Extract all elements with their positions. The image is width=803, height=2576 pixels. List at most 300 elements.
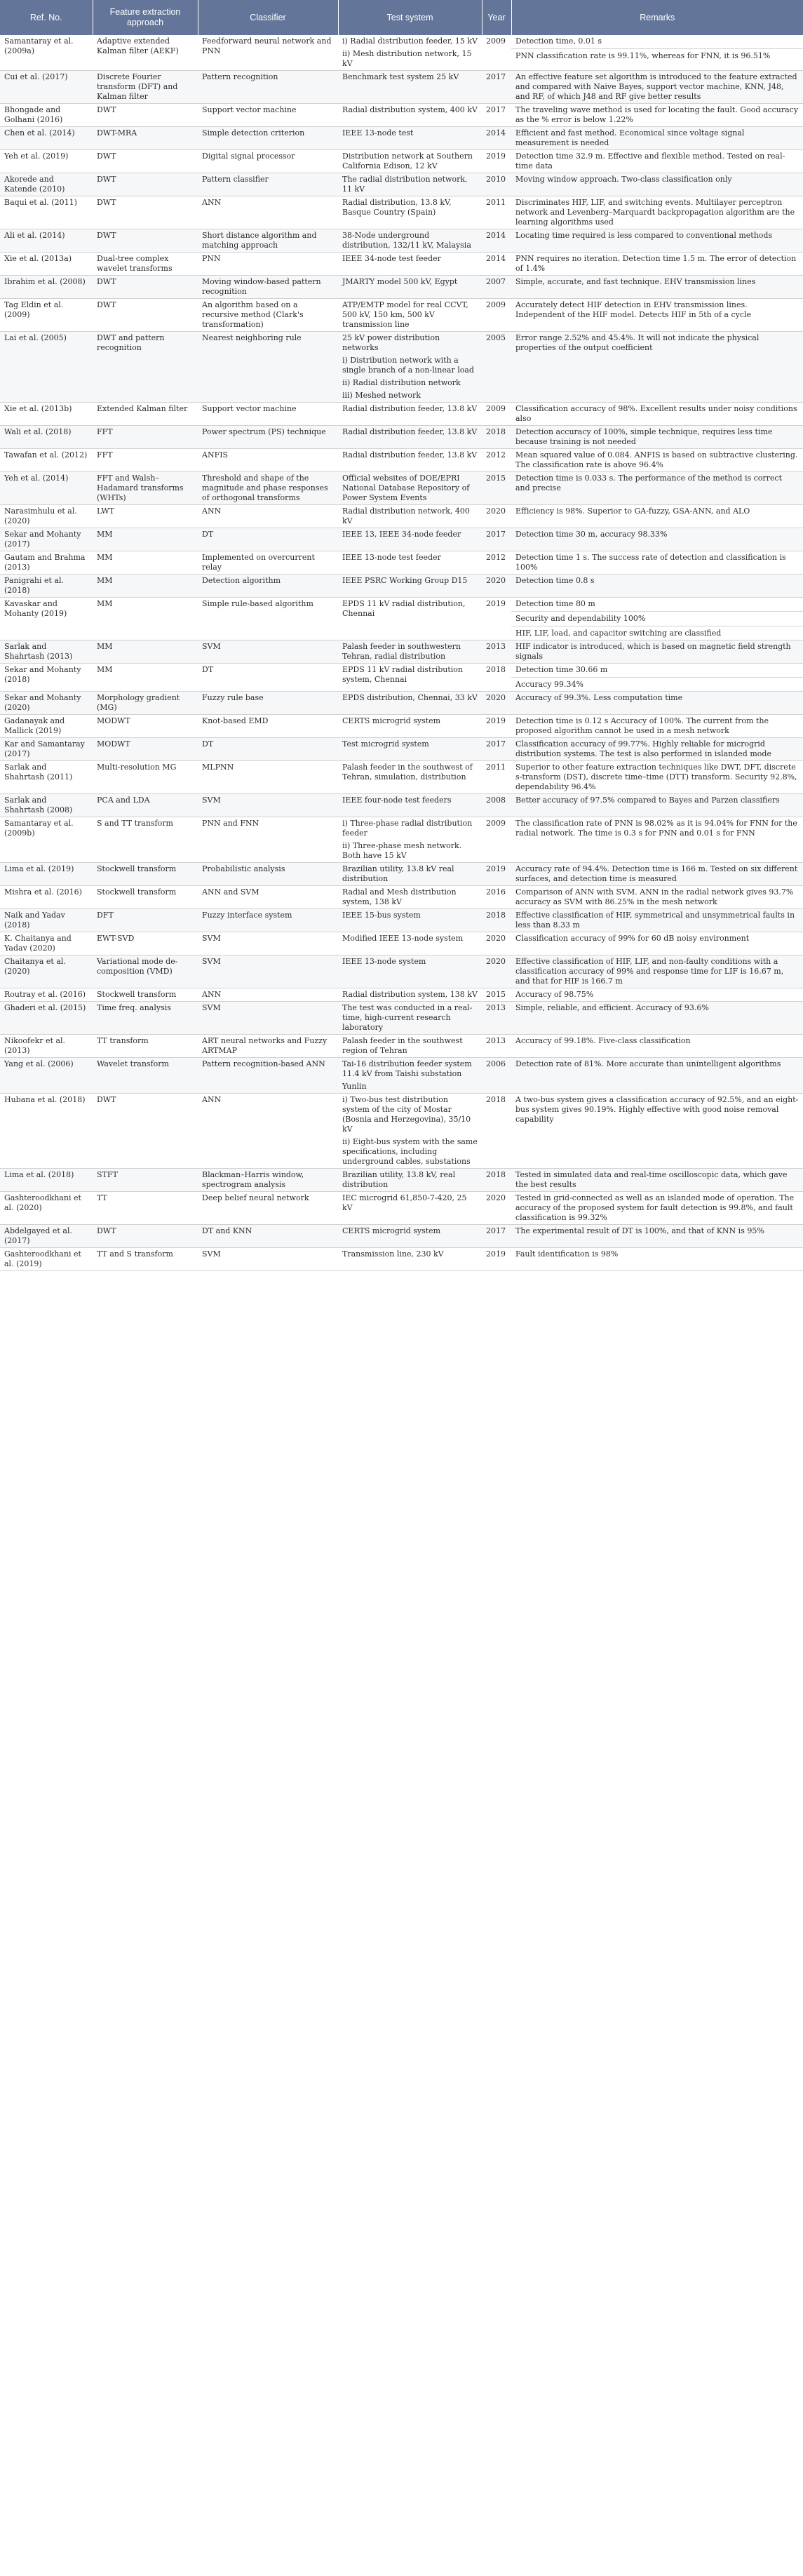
cell-remarks-line: Classification accuracy of 99.77%. Highly reliable for microgrid distribution systems. The test is also performed in islanded mode bbox=[515, 739, 771, 758]
table-header bbox=[0, 0, 803, 35]
cell-feature: DFT bbox=[93, 909, 198, 932]
cell-remarks-line: An effective feature set algorithm is introduced to the feature extracted and compared with Naive Bayes, support vector machine, KNN, J48, and RF, of which J48 and RF give better results bbox=[515, 72, 797, 101]
cell-test-system-line: Radial distribution system, 400 kV bbox=[342, 105, 478, 114]
cell-feature: Wavelet transform bbox=[93, 1058, 198, 1094]
table-row bbox=[0, 1094, 803, 1169]
cell-remarks-line: Classification accuracy of 98%. Excellent results under noisy conditions also bbox=[515, 404, 797, 423]
cell-classifier: Pattern recognition-based ANN bbox=[198, 1058, 338, 1094]
cell-test-system-line: IEEE 13-node system bbox=[342, 957, 426, 966]
cell-test-system bbox=[338, 863, 482, 886]
cell-feature: Stockwell transform bbox=[93, 863, 198, 886]
cell-feature: Multi-resolution MG bbox=[93, 761, 198, 794]
cell-year: 2019 bbox=[482, 1248, 511, 1271]
cell-remarks-line: Superior to other feature extraction techniques like DWT, DFT, discrete s-transform (DST), discrete time–time (DTT) transform. Security 92.8%, dependability 96.4% bbox=[515, 763, 797, 791]
cell-test-system bbox=[338, 1192, 482, 1225]
cell-remarks bbox=[511, 1002, 803, 1035]
cell-remarks bbox=[511, 738, 803, 761]
cell-classifier: SVM bbox=[198, 640, 338, 664]
cell-feature: TT and S transform bbox=[93, 1248, 198, 1271]
cell-year: 2020 bbox=[482, 1192, 511, 1225]
column-header-test-system: Test system bbox=[338, 0, 482, 35]
cell-remarks bbox=[511, 104, 803, 127]
cell-classifier: Digital signal processor bbox=[198, 150, 338, 173]
cell-remarks-line: Effective classification of HIF, symmetrical and unsymmetrical faults in less than 8.33 m bbox=[515, 911, 795, 930]
cell-classifier: SVM bbox=[198, 932, 338, 955]
cell-remarks bbox=[511, 988, 803, 1002]
cell-feature: DWT bbox=[93, 1225, 198, 1248]
cell-remarks-line: Moving window approach. Two-class classification only bbox=[515, 175, 732, 184]
table-row bbox=[0, 598, 803, 640]
cell-test-system-line: 38-Node underground distribution, 132/11 kV, Malaysia bbox=[342, 231, 471, 250]
cell-ref: Bhongade and Golhani (2016) bbox=[0, 104, 93, 127]
cell-remarks bbox=[511, 253, 803, 276]
cell-ref: Lai et al. (2005) bbox=[0, 332, 93, 403]
cell-test-system bbox=[338, 1169, 482, 1192]
cell-remarks bbox=[511, 276, 803, 299]
cell-classifier: DT and KNN bbox=[198, 1225, 338, 1248]
table-row bbox=[0, 640, 803, 664]
cell-test-system-line: Brazilian utility, 13.8 kV real distribution bbox=[342, 864, 454, 883]
cell-year: 2019 bbox=[482, 715, 511, 738]
cell-year: 2011 bbox=[482, 196, 511, 229]
cell-test-system bbox=[338, 1002, 482, 1035]
cell-classifier: ANN bbox=[198, 196, 338, 229]
table-row bbox=[0, 551, 803, 575]
cell-year: 2012 bbox=[482, 449, 511, 472]
cell-remarks bbox=[511, 909, 803, 932]
cell-test-system bbox=[338, 505, 482, 528]
column-header-ref: Ref. No. bbox=[0, 0, 93, 35]
cell-feature: MM bbox=[93, 664, 198, 692]
table-row bbox=[0, 932, 803, 955]
cell-feature: Stockwell transform bbox=[93, 886, 198, 909]
cell-classifier: ANN bbox=[198, 1094, 338, 1169]
cell-year: 2007 bbox=[482, 276, 511, 299]
cell-test-system-line: IEEE PSRC Working Group D15 bbox=[342, 576, 468, 585]
cell-test-system-line: IEEE four-node test feeders bbox=[342, 796, 452, 805]
cell-classifier: ART neural networks and Fuzzy ARTMAP bbox=[198, 1035, 338, 1058]
cell-remarks-line: Detection time 80 m bbox=[515, 599, 595, 608]
cell-year: 2014 bbox=[482, 253, 511, 276]
table-row bbox=[0, 1035, 803, 1058]
cell-feature: Morphology gradient (MG) bbox=[93, 692, 198, 715]
cell-ref: Narasimhulu et al. (2020) bbox=[0, 505, 93, 528]
cell-ref: Gashteroodkhani et al. (2020) bbox=[0, 1192, 93, 1225]
cell-year: 2011 bbox=[482, 761, 511, 794]
table-row bbox=[0, 528, 803, 551]
cell-remarks-line: Comparison of ANN with SVM. ANN in the radial network gives 93.7% accuracy as SVM with 86.25% in the mesh network bbox=[515, 887, 794, 906]
cell-test-system-line: EPDS 11 kV radial distribution, Chennai bbox=[342, 599, 466, 618]
cell-remarks bbox=[511, 794, 803, 817]
cell-ref: K. Chaitanya and Yadav (2020) bbox=[0, 932, 93, 955]
cell-ref: Gadanayak and Mallick (2019) bbox=[0, 715, 93, 738]
table-row bbox=[0, 196, 803, 229]
cell-feature: DWT bbox=[93, 276, 198, 299]
cell-year: 2014 bbox=[482, 127, 511, 150]
cell-ref: Routray et al. (2016) bbox=[0, 988, 93, 1002]
cell-year: 2009 bbox=[482, 817, 511, 863]
cell-ref: Kavaskar and Mohanty (2019) bbox=[0, 598, 93, 640]
cell-remarks-line: Classification accuracy of 99% for 60 dB noisy environment bbox=[515, 934, 750, 943]
cell-year: 2016 bbox=[482, 886, 511, 909]
cell-feature: DWT bbox=[93, 1094, 198, 1169]
cell-test-system bbox=[338, 1035, 482, 1058]
cell-test-system-line: ii) Mesh distribution network, 15 kV bbox=[342, 49, 472, 68]
cell-ref: Sarlak and Shahrtash (2008) bbox=[0, 794, 93, 817]
cell-ref: Yang et al. (2006) bbox=[0, 1058, 93, 1094]
cell-classifier: Fuzzy rule base bbox=[198, 692, 338, 715]
cell-ref: Mishra et al. (2016) bbox=[0, 886, 93, 909]
cell-remarks bbox=[511, 817, 803, 863]
cell-remarks-line: Accuracy of 98.75% bbox=[515, 990, 594, 999]
cell-feature: DWT bbox=[93, 173, 198, 196]
cell-test-system bbox=[338, 988, 482, 1002]
cell-remarks-line: Security and dependability 100% bbox=[511, 611, 803, 624]
cell-year: 2020 bbox=[482, 692, 511, 715]
cell-remarks-line: Detection time 32.9 m. Effective and flexible method. Tested on real-time data bbox=[515, 152, 785, 170]
cell-remarks bbox=[511, 505, 803, 528]
column-header-classifier: Classifier bbox=[198, 0, 338, 35]
cell-ref: Sarlak and Shahrtash (2013) bbox=[0, 640, 93, 664]
cell-year: 2019 bbox=[482, 150, 511, 173]
cell-ref: Ibrahim et al. (2008) bbox=[0, 276, 93, 299]
cell-feature: MM bbox=[93, 528, 198, 551]
cell-classifier: DT bbox=[198, 738, 338, 761]
cell-test-system-line: JMARTY model 500 kV, Egypt bbox=[342, 277, 458, 286]
cell-year: 2008 bbox=[482, 794, 511, 817]
cell-test-system-line: i) Radial distribution feeder, 15 kV bbox=[342, 36, 478, 46]
cell-remarks-line: Accuracy 99.34% bbox=[511, 677, 803, 690]
cell-remarks-line: PNN classification rate is 99.11%, whereas for FNN, it is 96.51% bbox=[511, 48, 803, 61]
cell-remarks bbox=[511, 1035, 803, 1058]
table-row bbox=[0, 1192, 803, 1225]
cell-test-system bbox=[338, 449, 482, 472]
cell-feature: TT transform bbox=[93, 1035, 198, 1058]
cell-ref: Ali et al. (2014) bbox=[0, 229, 93, 253]
cell-remarks-line: Detection time is 0.12 s Accuracy of 100%. The current from the proposed algorithm cannot be used in a mesh network bbox=[515, 716, 769, 735]
cell-year: 2018 bbox=[482, 426, 511, 449]
cell-remarks bbox=[511, 35, 803, 71]
cell-feature: Dual-tree complex wavelet transforms bbox=[93, 253, 198, 276]
cell-remarks-line: Error range 2.52% and 45.4%. It will not indicate the physical properties of the output coefficient bbox=[515, 333, 760, 352]
cell-classifier: SVM bbox=[198, 955, 338, 988]
cell-test-system bbox=[338, 1094, 482, 1169]
cell-test-system bbox=[338, 276, 482, 299]
cell-test-system-line: Palash feeder in southwestern Tehran, radial distribution bbox=[342, 642, 461, 661]
cell-remarks bbox=[511, 1058, 803, 1094]
cell-classifier: Support vector machine bbox=[198, 403, 338, 426]
cell-test-system-line: IEEE 13, IEEE 34-node feeder bbox=[342, 530, 461, 539]
cell-feature: PCA and LDA bbox=[93, 794, 198, 817]
cell-year: 2009 bbox=[482, 35, 511, 71]
cell-classifier: Simple rule-based algorithm bbox=[198, 598, 338, 640]
cell-year: 2018 bbox=[482, 909, 511, 932]
table-row bbox=[0, 276, 803, 299]
cell-test-system-line: IEEE 34-node test feeder bbox=[342, 254, 441, 263]
cell-test-system bbox=[338, 229, 482, 253]
cell-feature: EWT-SVD bbox=[93, 932, 198, 955]
cell-test-system-line: The test was conducted in a real-time, high-current research laboratory bbox=[342, 1003, 473, 1032]
cell-ref: Tag Eldin et al. (2009) bbox=[0, 299, 93, 332]
cell-feature: MM bbox=[93, 575, 198, 598]
cell-remarks-line: Detection rate of 81%. More accurate than unintelligent algorithms bbox=[515, 1059, 781, 1068]
cell-test-system-line: Radial distribution feeder, 13.8 kV bbox=[342, 450, 478, 459]
cell-remarks-line: Tested in grid-connected as well as an islanded mode of operation. The accuracy of the proposed system for fault detection is 99.8%, and fault classification is 99.32% bbox=[515, 1193, 795, 1222]
cell-test-system bbox=[338, 598, 482, 640]
cell-year: 2017 bbox=[482, 71, 511, 104]
cell-test-system-line: Modified IEEE 13-node system bbox=[342, 934, 464, 943]
cell-ref: Gautam and Brahma (2013) bbox=[0, 551, 93, 575]
cell-ref: Xie et al. (2013a) bbox=[0, 253, 93, 276]
table-row bbox=[0, 886, 803, 909]
cell-test-system-line: Distribution network at Southern California Edison, 12 kV bbox=[342, 152, 473, 170]
cell-year: 2020 bbox=[482, 932, 511, 955]
cell-remarks bbox=[511, 229, 803, 253]
column-header-year: Year bbox=[482, 0, 511, 35]
cell-ref: Yeh et al. (2014) bbox=[0, 472, 93, 505]
cell-year: 2006 bbox=[482, 1058, 511, 1094]
cell-year: 2018 bbox=[482, 664, 511, 692]
cell-test-system-line: EPDS 11 kV radial distribution system, Chennai bbox=[342, 665, 464, 684]
cell-remarks bbox=[511, 1192, 803, 1225]
cell-test-system bbox=[338, 738, 482, 761]
table-row bbox=[0, 403, 803, 426]
cell-feature: DWT bbox=[93, 229, 198, 253]
cell-classifier: ANN and SVM bbox=[198, 886, 338, 909]
cell-test-system-line: Yunlin bbox=[342, 1082, 367, 1091]
table-row bbox=[0, 449, 803, 472]
cell-remarks bbox=[511, 1169, 803, 1192]
cell-ref: Cui et al. (2017) bbox=[0, 71, 93, 104]
cell-classifier: MLPNN bbox=[198, 761, 338, 794]
cell-remarks-line: Mean squared value of 0.084. ANFIS is based on subtractive clustering. The classification rate is above 96.4% bbox=[515, 450, 798, 469]
cell-remarks-line: Tested in simulated data and real-time oscilloscopic data, which gave the best results bbox=[515, 1170, 788, 1189]
cell-test-system bbox=[338, 196, 482, 229]
cell-year: 2017 bbox=[482, 104, 511, 127]
cell-test-system-line: Benchmark test system 25 kV bbox=[342, 72, 459, 81]
cell-ref: Tawafan et al. (2012) bbox=[0, 449, 93, 472]
cell-test-system-line: Radial distribution feeder, 13.8 kV bbox=[342, 404, 478, 413]
cell-remarks-line: Efficiency is 98%. Superior to GA-fuzzy, GSA-ANN, and ALO bbox=[515, 507, 750, 516]
cell-test-system bbox=[338, 575, 482, 598]
table-row bbox=[0, 332, 803, 403]
cell-remarks-line: Efficient and fast method. Economical since voltage signal measurement is needed bbox=[515, 128, 745, 147]
column-header-remarks: Remarks bbox=[511, 0, 803, 35]
cell-remarks bbox=[511, 664, 803, 692]
cell-year: 2015 bbox=[482, 988, 511, 1002]
cell-test-system bbox=[338, 664, 482, 692]
cell-test-system-line: Radial distribution, 13.8 kV, Basque Country (Spain) bbox=[342, 198, 452, 217]
table-row bbox=[0, 35, 803, 71]
table-row bbox=[0, 472, 803, 505]
cell-test-system bbox=[338, 150, 482, 173]
cell-feature: MM bbox=[93, 640, 198, 664]
cell-remarks bbox=[511, 551, 803, 575]
cell-test-system-line: i) Two-bus test distribution system of the city of Mostar (Bosnia and Herzegovina), 35/10 kV bbox=[342, 1095, 471, 1134]
cell-test-system-line: ii) Radial distribution network bbox=[342, 378, 461, 387]
cell-feature: MODWT bbox=[93, 715, 198, 738]
cell-classifier: DT bbox=[198, 664, 338, 692]
cell-test-system-line: Radial distribution feeder, 13.8 kV bbox=[342, 427, 478, 436]
cell-remarks bbox=[511, 173, 803, 196]
table-row bbox=[0, 299, 803, 332]
cell-feature: MM bbox=[93, 551, 198, 575]
table-body bbox=[0, 35, 803, 1271]
cell-test-system-line: Radial distribution system, 138 kV bbox=[342, 990, 478, 999]
cell-remarks bbox=[511, 472, 803, 505]
cell-remarks bbox=[511, 886, 803, 909]
cell-remarks-line: Accuracy of 99.18%. Five-class classification bbox=[515, 1036, 691, 1045]
cell-remarks bbox=[511, 528, 803, 551]
cell-feature: S and TT transform bbox=[93, 817, 198, 863]
cell-year: 2013 bbox=[482, 1035, 511, 1058]
table-row bbox=[0, 426, 803, 449]
cell-year: 2010 bbox=[482, 173, 511, 196]
cell-year: 2020 bbox=[482, 955, 511, 988]
cell-test-system-line: Palash feeder in the southwest region of Tehran bbox=[342, 1036, 463, 1055]
cell-remarks bbox=[511, 1094, 803, 1169]
hif-methods-table bbox=[0, 0, 803, 1271]
cell-feature: Extended Kalman filter bbox=[93, 403, 198, 426]
cell-classifier: Pattern classifier bbox=[198, 173, 338, 196]
cell-remarks-line: Locating time required is less compared to conventional methods bbox=[515, 231, 773, 240]
table-row bbox=[0, 505, 803, 528]
cell-feature: DWT bbox=[93, 104, 198, 127]
cell-classifier: DT bbox=[198, 528, 338, 551]
cell-remarks-line: Discriminates HIF, LIF, and switching events. Multilayer perceptron network and Levenberg–Marquardt backpropagation algorithm are the learning algorithms used bbox=[515, 198, 795, 227]
cell-remarks-line: Better accuracy of 97.5% compared to Bayes and Parzen classifiers bbox=[515, 796, 780, 805]
cell-test-system bbox=[338, 692, 482, 715]
table-row bbox=[0, 738, 803, 761]
cell-ref: Sekar and Mohanty (2018) bbox=[0, 664, 93, 692]
cell-remarks bbox=[511, 955, 803, 988]
cell-remarks bbox=[511, 403, 803, 426]
cell-ref: Lima et al. (2018) bbox=[0, 1169, 93, 1192]
cell-feature: DWT bbox=[93, 299, 198, 332]
cell-test-system-line: IEEE 13-node test bbox=[342, 128, 414, 137]
cell-ref: Samantaray et al. (2009a) bbox=[0, 35, 93, 71]
cell-test-system bbox=[338, 886, 482, 909]
cell-test-system-line: Tai-16 distribution feeder system 11.4 kV from Taishi substation bbox=[342, 1059, 472, 1078]
cell-classifier: Simple detection criterion bbox=[198, 127, 338, 150]
cell-test-system-line: CERTS microgrid system bbox=[342, 1226, 441, 1235]
cell-test-system-line: IEC microgrid 61,850-7-420, 25 kV bbox=[342, 1193, 467, 1212]
cell-ref: Chaitanya et al. (2020) bbox=[0, 955, 93, 988]
cell-classifier: Knot-based EMD bbox=[198, 715, 338, 738]
cell-classifier: SVM bbox=[198, 794, 338, 817]
cell-remarks bbox=[511, 1248, 803, 1271]
cell-classifier: Nearest neighboring rule bbox=[198, 332, 338, 403]
cell-remarks-line: HIF, LIF, load, and capacitor switching are classified bbox=[511, 626, 803, 638]
cell-remarks-line: Simple, accurate, and fast technique. EHV transmission lines bbox=[515, 277, 756, 286]
cell-year: 2018 bbox=[482, 1169, 511, 1192]
table-row bbox=[0, 955, 803, 988]
cell-test-system-line: Official websites of DOE/EPRI National Database Repository of Power System Events bbox=[342, 474, 470, 502]
cell-test-system-line: 25 kV power distribution networks bbox=[342, 333, 440, 352]
cell-remarks-line: Detection time 30.66 m bbox=[515, 665, 608, 674]
cell-test-system bbox=[338, 1248, 482, 1271]
cell-remarks-line: Detection time 1 s. The success rate of detection and classification is 100% bbox=[515, 553, 786, 572]
cell-test-system-line: ii) Three-phase mesh network. Both have 15 kV bbox=[342, 841, 462, 860]
cell-feature: DWT bbox=[93, 196, 198, 229]
cell-test-system bbox=[338, 253, 482, 276]
cell-ref: Lima et al. (2019) bbox=[0, 863, 93, 886]
cell-remarks-line: Detection time, 0.01 s bbox=[515, 36, 602, 46]
cell-classifier: Implemented on overcurrent relay bbox=[198, 551, 338, 575]
cell-ref: Abdelgayed et al. (2017) bbox=[0, 1225, 93, 1248]
table-row bbox=[0, 692, 803, 715]
cell-test-system-line: ii) Eight-bus system with the same specifications, including underground cables, substations bbox=[342, 1137, 478, 1166]
cell-remarks-line: Detection time is 0.033 s. The performance of the method is correct and precise bbox=[515, 474, 783, 492]
cell-remarks bbox=[511, 150, 803, 173]
cell-ref: Kar and Samantaray (2017) bbox=[0, 738, 93, 761]
cell-feature: DWT bbox=[93, 150, 198, 173]
cell-remarks-line: Detection accuracy of 100%, simple technique, requires less time because training is not needed bbox=[515, 427, 773, 446]
cell-remarks bbox=[511, 299, 803, 332]
table-row bbox=[0, 1002, 803, 1035]
table-row bbox=[0, 1248, 803, 1271]
cell-remarks-line: The classification rate of PNN is 98.02% as it is 94.04% for FNN for the radial network. The time is 0.3 s for PNN and 0.01 s for FNN bbox=[515, 819, 797, 838]
cell-feature: TT bbox=[93, 1192, 198, 1225]
cell-feature: Adaptive extended Kalman filter (AEKF) bbox=[93, 35, 198, 71]
cell-ref: Yeh et al. (2019) bbox=[0, 150, 93, 173]
cell-year: 2020 bbox=[482, 505, 511, 528]
cell-ref: Wali et al. (2018) bbox=[0, 426, 93, 449]
cell-test-system-line: ATP/EMTP model for real CCVT, 500 kV, 150 km, 500 kV transmission line bbox=[342, 300, 468, 329]
cell-test-system bbox=[338, 426, 482, 449]
cell-ref: Samantaray et al. (2009b) bbox=[0, 817, 93, 863]
cell-ref: Xie et al. (2013b) bbox=[0, 403, 93, 426]
cell-remarks bbox=[511, 761, 803, 794]
cell-ref: Sarlak and Shahrtash (2011) bbox=[0, 761, 93, 794]
cell-classifier: Moving window-based pattern recognition bbox=[198, 276, 338, 299]
cell-test-system bbox=[338, 1225, 482, 1248]
cell-test-system bbox=[338, 71, 482, 104]
cell-test-system-line: EPDS distribution, Chennai, 33 kV bbox=[342, 693, 478, 702]
cell-ref: Hubana et al. (2018) bbox=[0, 1094, 93, 1169]
cell-remarks-line: Detection time 0.8 s bbox=[515, 576, 595, 585]
cell-classifier: An algorithm based on a recursive method (Clark's transformation) bbox=[198, 299, 338, 332]
cell-feature: Variational mode de-composition (VMD) bbox=[93, 955, 198, 988]
cell-classifier: Fuzzy interface system bbox=[198, 909, 338, 932]
cell-feature: FFT bbox=[93, 426, 198, 449]
table-row bbox=[0, 761, 803, 794]
cell-remarks-line: Accuracy rate of 94.4%. Detection time is 166 m. Tested on six different surfaces, and detection time is measured bbox=[515, 864, 798, 883]
cell-classifier: PNN bbox=[198, 253, 338, 276]
table-row bbox=[0, 127, 803, 150]
table-row bbox=[0, 817, 803, 863]
cell-classifier: Pattern recognition bbox=[198, 71, 338, 104]
cell-year: 2015 bbox=[482, 472, 511, 505]
table-row bbox=[0, 104, 803, 127]
cell-year: 2014 bbox=[482, 229, 511, 253]
cell-feature: STFT bbox=[93, 1169, 198, 1192]
cell-year: 2018 bbox=[482, 1094, 511, 1169]
cell-year: 2017 bbox=[482, 528, 511, 551]
cell-ref: Akorede and Katende (2010) bbox=[0, 173, 93, 196]
cell-test-system-line: Brazilian utility, 13.8 kV, real distribution bbox=[342, 1170, 456, 1189]
cell-ref: Ghaderi et al. (2015) bbox=[0, 1002, 93, 1035]
cell-remarks bbox=[511, 71, 803, 104]
cell-feature: LWT bbox=[93, 505, 198, 528]
cell-classifier: Probabilistic analysis bbox=[198, 863, 338, 886]
cell-classifier: Feedforward neural network and PNN bbox=[198, 35, 338, 71]
cell-test-system bbox=[338, 35, 482, 71]
table-row bbox=[0, 909, 803, 932]
cell-year: 2017 bbox=[482, 1225, 511, 1248]
cell-test-system bbox=[338, 472, 482, 505]
cell-test-system bbox=[338, 794, 482, 817]
